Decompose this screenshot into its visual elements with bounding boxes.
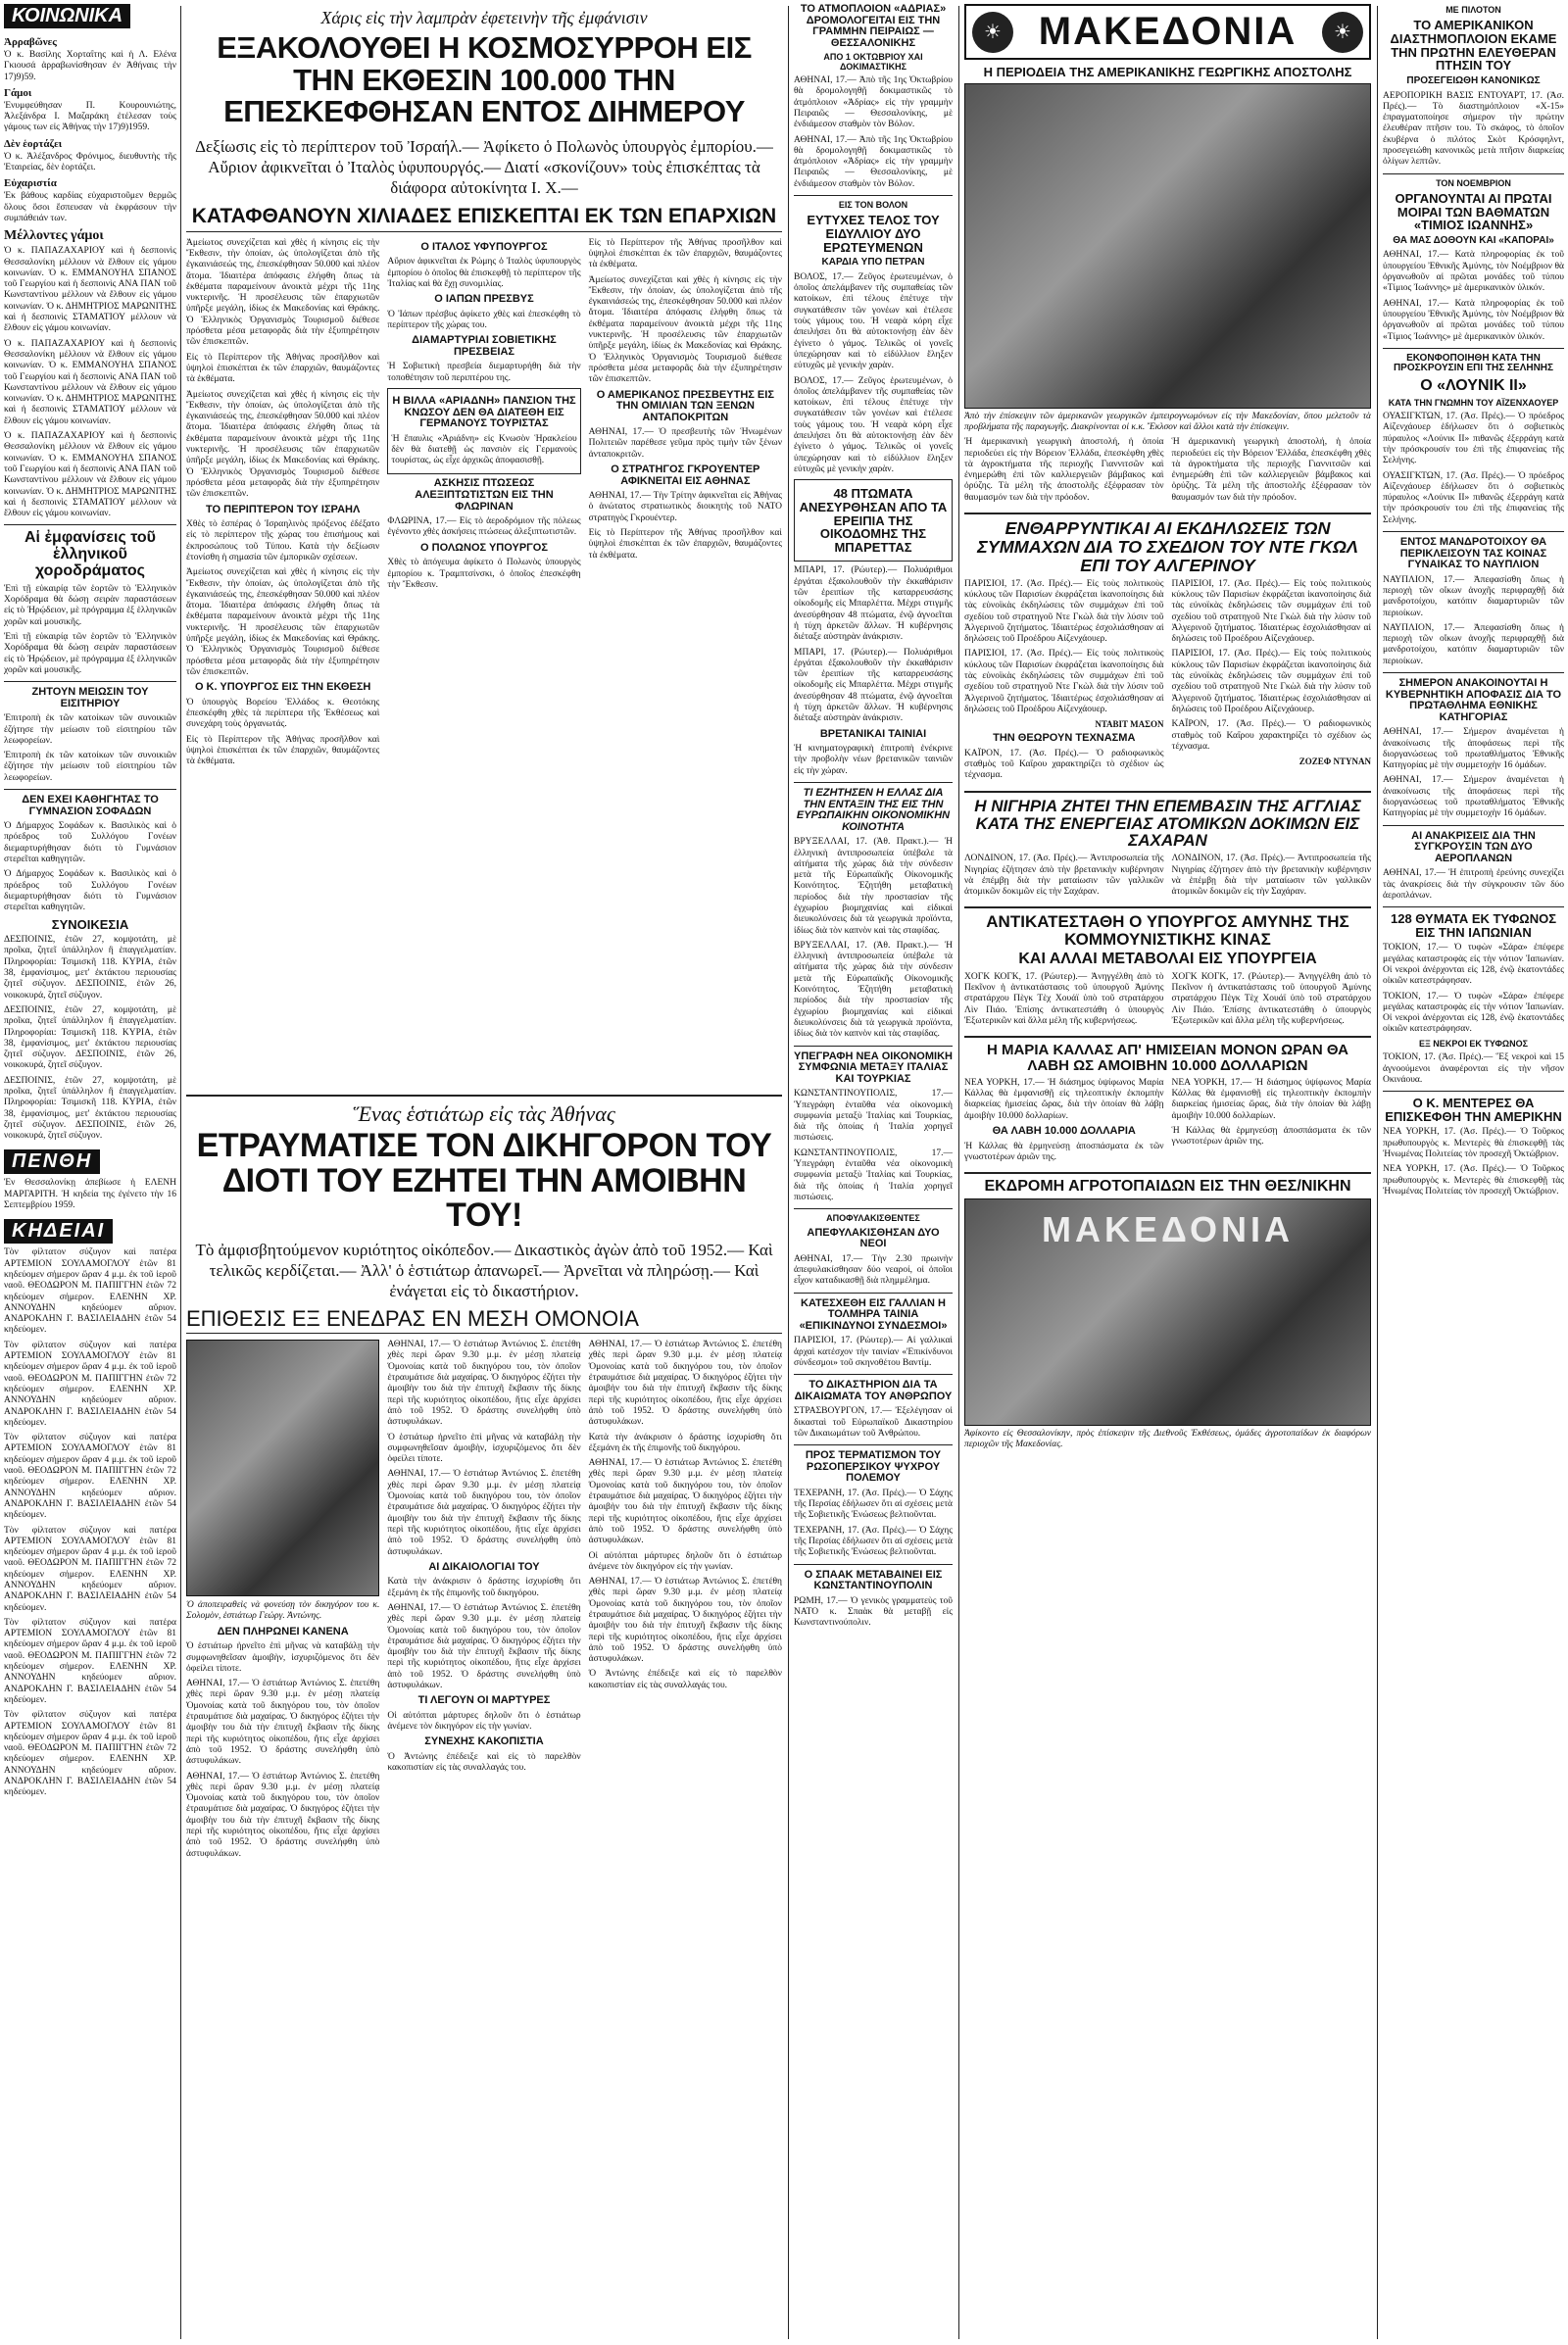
lawyer-text-cont: Ὁ ἑστιάτωρ ἠρνεῖτο ἐπὶ μῆνας νὰ καταβάλῃ τὴν συμφωνηθεῖσαν ἀμοιβὴν, ἰσχυριζόμενος ὅτι δὲν ὀφείλει τίποτε. — [387, 1432, 581, 1465]
lawyer-text-col3: ΑΘΗΝΑΙ, 17.— Ὁ ἑστιάτωρ Ἀντώνιος Σ. ἐπετέθη χθὲς περὶ ὥραν 9.30 μ.μ. ἐν μέσῃ πλατείᾳ Ὁμονοίας κατὰ τοῦ δικηγόρου του, τὸν ὁποῖον ἐτραυμάτισε διὰ μαχαίρας. Ὁ δικηγόρος ἐζήτει τὴν ἀμοιβὴν του διὰ τὴν ἐπιτυχῆ ἔκβασιν τῆς δίκης περὶ τῆς κυριότητος οἰκοπέδου, ἥτις εἶχε ἀρχίσει ἀπὸ τοῦ 1952. Ὁ δράστης συνελήφθη ὑπὸ ἀστυφυλάκων. — [588, 1340, 782, 1428]
lawyer-text-col3-cont: Κατὰ τὴν ἀνάκρισιν ὁ δράστης ἰσχυρίσθη ὅτι ἐξεμάνη ἐκ τῆς ἐπιμονῆς τοῦ δικηγόρου. — [588, 1432, 782, 1453]
lawyer-text-col1-cont: ΑΘΗΝΑΙ, 17.— Ὁ ἑστιάτωρ Ἀντώνιος Σ. ἐπετέθη χθὲς περὶ ὥραν 9.30 μ.μ. ἐν μέσῃ πλατείᾳ Ὁμονοίας κατὰ τοῦ δικηγόρου του, τὸν ὁποῖον ἐτραυμάτισε διὰ μαχαίρας. Ὁ δικηγόρος ἐζήτει τὴν ἀμοιβὴν του διὰ τὴν ἐπιτυχῆ ἔκβασιν τῆς δίκης περὶ τῆς κυριότητος οἰκοπέδου, ἥτις εἶχε ἀρχίσει ἀπὸ τοῦ 1952. Ὁ δράστης συνελήφθη ὑπὸ ἀστυφυλάκων. — [186, 1771, 380, 1859]
termatismos-heading: ΠΡΟΣ ΤΕΡΜΑΤΙΣΜΟΝ ΤΟΥ ΡΩΣΟΠΕΡΣΙΚΟΥ ΨΥΧΡΟΥ ΠΟΛΕΜΟΥ — [805, 1449, 942, 1485]
synoikeia-text: ΔΕΣΠΟΙΝΙΣ, ἐτῶν 27, κομψοτάτη, μὲ προῖκα, ζητεῖ ὑπάλληλον ἢ ἐπαγγελματίαν. Πληροφορίαι: Τσιμισκῆ 118. ΚΥΡΙΑ, ἐτῶν 38, ἐμφανίσιμος, μετ' ἐκτάκτου περιουσίας ζητεῖ σύζυγον. ΔΕΣΠΟΙΝΙΣ, ἐτῶν 26, νοικοκυρά, ζητεῖ σύζυγον. — [4, 935, 176, 1001]
nigeria-text: ΛΟΝΔΙΝΟΝ, 17. (Ἀσ. Πρές).— Ἀντιπροσωπεία τῆς Νιγηρίας ἐζήτησεν ἀπὸ τὴν βρετανικὴν κυβέρνησιν νὰ ἐπέμβῃ διὰ τὴν ματαίωσιν τῶν γαλλικῶν ἀτομικῶν δοκιμῶν εἰς τὴν Σαχάραν. — [964, 854, 1164, 898]
kategories-text: ΑΘΗΝΑΙ, 17.— Σήμερον ἀναμένεται ἡ ἀνακοίνωσις τῆς ἀποφάσεως περὶ τῆς διοργανώσεως τοῦ πρωταθλήματος Ἐθνικῆς Κατηγορίας μὲ τὴν συμμετοχὴν 16 ὁμάδων. — [1383, 727, 1564, 771]
ypourgos-heading: Ο Κ. ΥΠΟΥΡΓΟΣ ΕΙΣ ΤΗΝ ΕΚΘΕΣΗ — [194, 681, 371, 694]
tainia-heading: ΚΑΤΕΣΧΕΘΗ ΕΙΣ ΓΑΛΛΙΑΝ Η ΤΟΛΜΗΡΑ ΤΑΙΝΙΑ «ΕΠΙΚΙΝΔΥΝΟΙ ΣΥΝΔΕΣΜΟΙ» — [799, 1296, 948, 1332]
lounik-text-cont: ΟΥΑΣΙΓΚΤΩΝ, 17. (Ἀσ. Πρές).— Ὁ πρόεδρος Αἰζενχάουερ ἐδήλωσεν ὅτι ὁ σοβιετικὸς πύραυλος «Λούνικ ΙΙ» πιθανῶς ἐξερράγη κατὰ τὴν πρόσκρουσίν του ἐπὶ τῆς ἐπιφανείας τῆς Σελήνης. — [1383, 470, 1564, 525]
kina-headline: ΑΝΤΙΚΑΤΕΣΤΑΘΗ Ο ΥΠΟΥΡΓΟΣ ΑΜΥΝΗΣ ΤΗΣ ΚΟΜΜΟΥΝΙΣΤΙΚΗΣ ΚΙΝΑΣ — [986, 912, 1349, 950]
dial-text: Ἡ Σοβιετικὴ πρεσβεία διεμαρτυρήθη διὰ τὴν τοποθέτησιν τοῦ περιπτέρου της. — [387, 362, 581, 383]
sun-emblem-icon: ☀ — [972, 12, 1013, 53]
israel-text: Χθὲς τὸ ἑσπέρας ὁ Ἰσραηλινὸς πρόξενος ἐδέξατο εἰς τὸ περίπτερον τῆς χώρας του ἐπισήμους καὶ ἐκπροσώπους τοῦ Τύπου. Κατὰ τὴν δεξίωσιν ἐτονίσθη ἡ σημασία τῶν ἐμπορικῶν σχέσεων. — [186, 519, 380, 562]
israel-text-cont: Ἀμείωτος συνεχίζεται καὶ χθὲς ἡ κίνησις εἰς τὴν Ἔκθεσιν, τὴν ὁποίαν, ὡς ὑπολογίζεται ἀπὸ τῆς ἐγκαινιάσεώς της, ἐπεσκέφθησαν 50.000 καὶ πλέον ἄτομα. Ἰδιαιτέρα ἀπόφασις ἐλήφθη ὅπως τὰ ἐκθέματα παραμείνουν ἀνοικτὰ μέχρι τῆς 11ης νυκτερινῆς. Ἡ προσέλευσις τῶν ἐπαρχιωτῶν ὑπῆρξε μεγάλη, ἰδίως ἐκ Μακεδονίας καὶ Θράκης. Ὁ Ἑλληνικὸς Ὀργανισμὸς Τουρισμοῦ διέθεσε πρόσθετα μέσα μεταφορᾶς διὰ τὴν ἐξυπηρέτησιν τῶν ἐπισκεπτῶν. — [186, 567, 380, 677]
expo-text-cont2: Ἀμείωτος συνεχίζεται καὶ χθὲς ἡ κίνησις εἰς τὴν Ἔκθεσιν, τὴν ὁποίαν, ὡς ὑπολογίζεται ἀπὸ τῆς ἐγκαινιάσεώς της, ἐπεσκέφθησαν 50.000 καὶ πλέον ἄτομα. Ἰδιαιτέρα ἀπόφασις ἐλήφθη ὅπως τὰ ἐκθέματα παραμείνουν ἀνοικτὰ μέχρι τῆς 11ης νυκτερινῆς. Ἡ προσέλευσις τῶν ἐπαρχιωτῶν ὑπῆρξε μεγάλη, ἰδίως ἐκ Μακεδονίας καὶ Θράκης. Ὁ Ἑλληνικὸς Ὀργανισμὸς Τουρισμοῦ διέθεσε πρόσθετα μέσα μεταφορᾶς διὰ τὴν ἐξυπηρέτησιν τῶν ἐπισκεπτῶν. — [186, 389, 380, 500]
mellontes-text-cont: Ὁ κ. ΠΑΠΑΖΑΧΑΡΙΟΥ καὶ ἡ δεσποινὶς Θεσσαλονίκη μέλλουν νὰ ἔλθουν εἰς γάμου κοινωνίαν. Ὁ κ. ΕΜΜΑΝΟΥΗΛ ΣΠΑΝΟΣ τοῦ Γεωργίου καὶ ἡ δεσποινὶς ΑΝΑ ΠΑΝ τοῦ Κωνσταντίνου μέλλουν νὰ ἔλθουν εἰς γάμου κοινωνίαν. Ὁ κ. ΔΗΜΗΤΡΙΟΣ ΜΑΡΩΝΙΤΗΣ καὶ ἡ δεσποινὶς ΣΤΑΜΑΤΙΟΥ μέλλουν νὰ ἔλθουν εἰς γάμου κοινωνίαν. — [4, 338, 176, 426]
expo-body-col-2 — [387, 238, 580, 772]
meiosi-text: Ἐπιτροπὴ ἐκ τῶν κατοίκων τῶν συνοικιῶν ἐζήτησε τὴν μείωσιν τοῦ εἰσιτηρίου τῶν λεωφορείων. — [4, 713, 176, 746]
den-plironei-text: Ὁ ἑστιάτωρ ἠρνεῖτο ἐπὶ μῆνας νὰ καταβάλῃ τὴν συμφωνηθεῖσαν ἀμοιβὴν, ἰσχυριζόμενος ὅτι δὲν ὀφείλει τίποτε. — [186, 1641, 380, 1674]
iapon-heading: Ο ΙΑΠΩΝ ΠΡΕΣΒΥΣ — [434, 293, 534, 306]
expo-subhead: ΚΑΤΑΦΘΑΝΟΥΝ ΧΙΛΙΑΔΕΣ ΕΠΙΣΚΕΠΤΑΙ ΕΚ ΤΩΝ ΕΠΑΡΧΙΩΝ — [186, 206, 782, 232]
lawyer-body-col-2 — [387, 1340, 580, 1864]
kallas-more: Ἡ Κάλλας θὰ ἑρμηνεύσῃ ἀποσπάσματα ἐκ τῶν γνωστοτέρων ἀριῶν της. — [964, 1141, 1164, 1162]
algeria-text: ΠΑΡΙΣΙΟΙ, 17. (Ἀσ. Πρές).— Εἰς τοὺς πολιτικοὺς κύκλους τῶν Παρισίων ἐκφράζεται ἱκανοποίησις διὰ τὰς εὐνοϊκὰς ἐκδηλώσεις τῶν συμμάχων ἐπὶ τοῦ σχεδίου τοῦ στρατηγοῦ Ντε Γκὼλ διὰ τὴν λύσιν τοῦ Ἀλγερινοῦ ζητήματος. Ἰδιαιτέρως ἐσχολιάσθησαν αἱ δηλώσεις τοῦ Προέδρου Αἰζενχάουερ. — [964, 578, 1164, 645]
ariadni-heading: Η ΒΙΛΛΑ «ΑΡΙΑΔΝΗ» ΠΑΝΣΙΟΝ ΤΗΣ ΚΝΩΣΟΥ ΔΕΝ ΘΑ ΔΙΑΤΕΘΗ ΕΙΣ ΓΕΡΜΑΝΟΥΣ ΤΟΥΡΙΣΤΑΣ — [392, 394, 576, 430]
meiosi-heading: ΖΗΤΟΥΝ ΜΕΙΩΣΙΝ ΤΟΥ ΕΙΣΙΤΗΡΙΟΥ — [31, 686, 149, 709]
social-column — [4, 0, 176, 2342]
kina-subheadline: ΚΑΙ ΑΛΛΑΙ ΜΕΤΑΒΟΛΑΙ ΕΙΣ ΥΠΟΥΡΓΕΙΑ — [1018, 951, 1317, 968]
adrias-heading: ΤΟ ΑΤΜΟΠΛΟΙΟΝ «ΑΔΡΙΑΣ» ΔΡΟΜΟΛΟΓΕΙΤΑΙ ΕΙΣ ΤΗΝ ΓΡΑΜΜΗΝ ΠΕΙΡΑΙΩΣ — ΘΕΣΣΑΛΟΝΙΚΗΣ — [800, 3, 947, 49]
kallas-text: ΝΕΑ ΥΟΡΚΗ, 17.— Ἡ διάσημος ὑψίφωνος Μαρία Κάλλας θὰ ἐμφανισθῇ εἰς τηλεοπτικὴν ἐκπομπὴν διαρκείας ἡμισείας ὥρας, διὰ τὴν ὁποίαν θὰ λάβῃ ἀμοιβὴν 10.000 δολλαρίων. — [964, 1077, 1164, 1121]
column-rule — [788, 6, 789, 2339]
kideiai-text-cont5: Τὸν φίλτατον σύζυγον καὶ πατέρα ΑΡΤΕΜΙΟΝ ΣΟΥΛΑΜΟΓΛΟΥ ἐτῶν 81 κηδεύομεν σήμερον ὥραν 4 μ.μ. ἐκ τοῦ ἱεροῦ ναοῦ. ΘΕΟΔΩΡΟΝ Μ. ΠΑΠΙΓΓΗΝ ἐτῶν 72 κηδεύομεν σήμερον. ΕΛΕΝΗΝ ΧΡ. ΑΝΝΟΥΔΗΝ κηδεύομεν αὔριον. ΑΝΔΡΟΚΛΗΝ Γ. ΒΑΣΙΛΕΙΑΔΗΝ ἐτῶν 54 κηδεύομεν. — [4, 1710, 176, 1798]
gamoi-heading: Γάμοι — [4, 86, 32, 99]
mission-text: Ἡ ἀμερικανικὴ γεωργικὴ ἀποστολή, ἡ ὁποία περιοδεύει εἰς τὴν Βόρειον Ἑλλάδα, ἐπεσκέφθη χθὲς τὰ ἀγροκτήματα τῆς περιοχῆς Γιαννιτσῶν καὶ ἐνημερώθη ἐπὶ τῶν καλλιεργειῶν βάμβακος καὶ ὀρύζης. Τὰ μέλη τῆς ἀποστολῆς ἐξέφρασαν τὸν θαυμασμόν των διὰ τὴν πρόοδον. — [964, 437, 1164, 503]
lawyer-text-col3-cont2: ΑΘΗΝΑΙ, 17.— Ὁ ἑστιάτωρ Ἀντώνιος Σ. ἐπετέθη χθὲς περὶ ὥραν 9.30 μ.μ. ἐν μέσῃ πλατείᾳ Ὁμονοίας κατὰ τοῦ δικηγόρου του, τὸν ὁποῖον ἐτραυμάτισε διὰ μαχαίρας. Ὁ δικηγόρος ἐζήτει τὴν ἀμοιβὴν του διὰ τὴν ἐπιτυχῆ ἔκβασιν τῆς δίκης περὶ τῆς κυριότητος οἰκοπέδου, ἥτις εἶχε ἀρχίσει ἀπὸ τοῦ 1952. Ὁ δράστης συνελήφθη ὑπὸ ἀστυφυλάκων. — [588, 1458, 782, 1546]
algeria-col-1 — [964, 579, 1164, 786]
ekdromi-sign-text: ΜΑΚΕΔΟΝΙΑ — [1042, 1209, 1294, 1249]
lawyer-photo-caption: Ὁ ἀποπειραθεὶς νὰ φονεύσῃ τὸν δικηγόρον του κ. Σολομὸν, ἑστιάτωρ Γεώργ. Ἀντώνης. — [186, 1600, 380, 1622]
expo-story — [186, 0, 782, 1088]
kideiai-text-cont: Τὸν φίλτατον σύζυγον καὶ πατέρα ΑΡΤΕΜΙΟΝ ΣΟΥΛΑΜΟΓΛΟΥ ἐτῶν 81 κηδεύομεν σήμερον ὥραν 4 μ.μ. ἐκ τοῦ ἱεροῦ ναοῦ. ΘΕΟΔΩΡΟΝ Μ. ΠΑΠΙΓΓΗΝ ἐτῶν 72 κηδεύομεν σήμερον. ΕΛΕΝΗΝ ΧΡ. ΑΝΝΟΥΔΗΝ κηδεύομεν αὔριον. ΑΝΔΡΟΚΛΗΝ Γ. ΒΑΣΙΛΕΙΑΔΗΝ ἐτῶν 54 κηδεύομεν. — [4, 1340, 176, 1428]
lawyer-deck: Τὸ ἀμφισβητούμενον κυριότητος οἰκόπεδον.— Δικαστικὸς ἀγὼν ἀπὸ τοῦ 1952.— Καὶ τελικῶς κερδίζεται.— Ἀλλ' ὁ ἑστιάτωρ ἀπανωρεῖ.— Ἀρνεῖται νὰ πληρώσῃ.— Καὶ ἐνάγεται εἰς τὸ δικαστήριον. — [195, 1241, 773, 1301]
pilot-text: ΑΕΡΟΠΟΡΙΚΗ ΒΑΣΙΣ ΕΝΤΟΥΑΡΤ, 17. (Ἀσ. Πρές).— Τὸ διαστημόπλοιον «Χ-15» ἐπραγματοποίησε σήμερον τὴν πρώτην ἐλευθέραν πτῆσιν του. Τὸ σκάφος, τὸ ὁποῖον ἐκυβέρνα ὁ πιλότος Σκὸτ Κρόσφηλντ, προσεγειώθη κανονικῶς μετὰ πτῆσιν διαρκείας ὀλίγων λεπτῶν. — [1383, 90, 1564, 168]
column-rule — [958, 6, 959, 2339]
lounik-kicker: ΕΚΟΝΦΟΠΟΙΗΘΗ ΚΑΤΑ ΤΗΝ ΠΡΟΣΚΡΟΥΣΙΝ ΕΠΙ ΤΗΣ ΣΕΛΗΝΗΣ — [1393, 352, 1554, 374]
expo-body-col-3 — [589, 238, 782, 772]
ypourgos-text-cont: Εἰς τὸ Περίπτερον τῆς Ἀθήνας προσῆλθον καὶ ὑψηλοὶ ἐπισκέπται ἐκ τῶν ἐπαρχιῶν, θαυμάζοντες τὰ ἐκθέματα. — [186, 734, 380, 767]
aeroplana-heading: ΑΙ ΑΝΑΚΡΙΣΕΙΣ ΔΙΑ ΤΗΝ ΣΥΓΚΡΟΥΣΙΝ ΤΩΝ ΔΥΟ ΑΕΡΟΠΛΑΝΩΝ — [1411, 829, 1536, 864]
typhon-heading: 128 ΘΥΜΑΤΑ ΕΚ ΤΥΦΩΝΟΣ ΕΙΣ ΤΗΝ ΙΑΠΩΝΙΑΝ — [1390, 911, 1557, 940]
adrias-text-cont: ΑΘΗΝΑΙ, 17.— Ἀπὸ τῆς 1ης Ὀκτωβρίου θὰ δρομολογηθῇ δοκιμαστικῶς τὸ ἀτμόπλοιον «Ἀδρίας» εἰς τὴν γραμμὴν Πειραιῶς — Θεσσαλονίκης, μὲ ἐνδιάμεσον σταθμὸν τὸν Βόλον. — [794, 134, 953, 189]
symfonia-text-cont: ΚΩΝΣΤΑΝΤΙΝΟΥΠΟΛΙΣ, 17.— Ὑπεγράφη ἐνταῦθα νέα οἰκονομικὴ συμφωνία μεταξὺ Ἰταλίας καὶ Τουρκίας, διὰ τῆς ὁποίας ἡ Ἰταλία χορηγεῖ πιστώσεις. — [794, 1148, 953, 1202]
volos-text: ΒΟΛΟΣ, 17.— Ζεῦγος ἐρωτευμένων, ὁ ὁποῖος ἀπελάμβανεν τῆς συμπαθείας τῶν κατοίκων, ἐπὶ τέλους ἐπέτυχε τὴν συγκατάθεσιν τῶν γονέων καὶ ἐτέλεσε τοὺς γάμους του. Ἡ νεαρὰ κόρη εἶχε ἀπειλήσει ὅτι θὰ αὐτοκτονήσῃ ἐὰν δὲν ἐγίνετο ὁ γάμος. Τελικῶς οἱ γονεῖς ὑπεχώρησαν καὶ τὸ εἰδύλλιον ἔληξεν εὐτυχῶς μὲ γενικὴν χαρὰν. — [794, 271, 953, 371]
kideiai-text: Τὸν φίλτατον σύζυγον καὶ πατέρα ΑΡΤΕΜΙΟΝ ΣΟΥΛΑΜΟΓΛΟΥ ἐτῶν 81 κηδεύομεν σήμερον ὥραν 4 μ.μ. ἐκ τοῦ ἱεροῦ ναοῦ. ΘΕΟΔΩΡΟΝ Μ. ΠΑΠΙΓΓΗΝ ἐτῶν 72 κηδεύομεν σήμερον. ΕΛΕΝΗΝ ΧΡ. ΑΝΝΟΥΔΗΝ κηδεύομεν αὔριον. ΑΝΔΡΟΚΛΗΝ Γ. ΒΑΣΙΛΕΙΑΔΗΝ ἐτῶν 54 κηδεύομεν. — [4, 1247, 176, 1336]
menteres-text-cont: ΝΕΑ ΥΟΡΚΗ, 17. (Ἀσ. Πρές).— Ὁ Τοῦρκος πρωθυπουργὸς κ. Μεντερὲς θὰ ἐπισκεφθῇ τὰς Ἡνωμένας Πολιτείας τὸν προσεχῆ Ὀκτώβριον. — [1383, 1164, 1564, 1197]
lounik-text: ΟΥΑΣΙΓΚΤΩΝ, 17. (Ἀσ. Πρές).— Ὁ πρόεδρος Αἰζενχάουερ ἐδήλωσεν ὅτι ὁ σοβιετικὸς πύραυλος «Λούνικ ΙΙ» πιθανῶς ἐξερράγη κατὰ τὴν πρόσκρουσίν του ἐπὶ τῆς ἐπιφανείας τῆς Σελήνης. — [1383, 412, 1564, 466]
dikaiologiai-text-cont: ΑΘΗΝΑΙ, 17.— Ὁ ἑστιάτωρ Ἀντώνιος Σ. ἐπετέθη χθὲς περὶ ὥραν 9.30 μ.μ. ἐν μέσῃ πλατείᾳ Ὁμονοίας κατὰ τοῦ δικηγόρου του, τὸν ὁποῖον ἐτραυμάτισε διὰ μαχαίρας. Ὁ δικηγόρος ἐζήτει τὴν ἀμοιβὴν του διὰ τὴν ἐπιτυχῆ ἔκβασιν τῆς δίκης περὶ τῆς κυριότητος οἰκοπέδου, ἥτις εἶχε ἀρχίσει ἀπὸ τοῦ 1952. Ὁ δράστης συνελήφθη ὑπὸ ἀστυφυλάκων. — [387, 1602, 581, 1691]
algeria-headline: ΕΝΘΑΡΡΥΝΤΙΚΑΙ ΑΙ ΕΚΔΗΛΩΣΕΙΣ ΤΩΝ ΣΥΜΜΑΧΩΝ ΔΙΑ ΤΟ ΣΧΕΔΙΟΝ ΤΟΥ ΝΤΕ ΓΚΩΛ ΕΠΙ ΤΟΥ ΑΛΓΕΡΙΝΟΥ — [977, 518, 1358, 575]
mission-photo-caption: Ἀπὸ τὴν ἐπίσκεψιν τῶν ἀμερικανῶν γεωργικῶν ἐμπειρογνωμόνων εἰς τὴν Μακεδονίαν, ὅπου μελετοῦν τὰ προβλήματα τῆς παραγωγῆς. Διακρίνονται οἱ κ.κ. Ἔκλσον καὶ ἄλλοι κατὰ τὴν ἐπίσκεψιν. — [964, 411, 1371, 432]
kairo-heading: ΤΗΝ ΘΕΩΡΟΥΝ ΤΕΧΝΑΣΜΑ — [993, 732, 1136, 745]
iapon-text: Ὁ Ἰάπων πρέσβυς ἀφίκετο χθὲς καὶ ἐπεσκέφθη τὸ περίπτερον τῆς χώρας του. — [387, 309, 581, 330]
askiseis-heading: ΑΣΚΗΣΙΣ ΠΤΩΣΕΩΣ ΑΛΕΞΙΠΤΩΤΙΣΤΩΝ ΕΙΣ ΤΗΝ ΦΛΩΡΙΝΑΝ — [415, 477, 554, 513]
israel-heading: ΤΟ ΠΕΡΙΠΤΕΡΟΝ ΤΟΥ ΙΣΡΑΗΛ — [206, 503, 361, 515]
kairo-text-cont: ΚΑΪΡΟΝ, 17. (Ἀσ. Πρές).— Ὁ ραδιοφωνικὸς σταθμὸς τοῦ Καΐρου χαρακτηρίζει τὸ σχέδιον ὡς τέχνασμα. — [1171, 719, 1371, 752]
kallas-headline: Η ΜΑΡΙΑ ΚΑΛΛΑΣ ΑΠ' ΗΜΙΣΕΙΑΝ ΜΟΝΟΝ ΩΡΑΝ ΘΑ ΛΑΒΗ ΩΣ ΑΜΟΙΒΗΝ 10.000 ΔΟΛΛΑΡΙΩΝ — [986, 1042, 1349, 1075]
synoikeia-heading: ΣΥΝΟΙΚΕΣΙΑ — [51, 916, 129, 932]
lefteroi-heading: ΑΠΕΦΥΛΑΚΙΣΘΗΣΑΝ ΔΥΟ ΝΕΟΙ — [807, 1226, 940, 1250]
kallas-subheading: ΘΑ ΛΑΒΗ 10.000 ΔΟΛΛΑΡΙΑ — [992, 1125, 1136, 1138]
ypourgos-text: Ὁ ὑπουργὸς Βορείου Ἑλλάδος κ. Θεοτόκης ἐπεσκέφθη χθὲς τὰ περίπτερα τῆς Ἐκθέσεως καὶ συνεχάρη τοὺς ὀργανωτάς. — [186, 697, 380, 730]
den-eortazei-text: Ὁ κ. Ἀλέξανδρος Φρόνιμος, διευθυντὴς τῆς Ἑταιρείας, δὲν ἑορτάζει. — [4, 151, 176, 173]
noemvrios-heading: ΟΡΓΑΝΟΥΝΤΑΙ ΑΙ ΠΡΩΤΑΙ ΜΟΙΡΑΙ ΤΩΝ ΒΑΘΜΑΤΩΝ «ΤΙΜΙΟΣ ΙΩΑΝΝΗΣ» — [1395, 191, 1552, 233]
ptomata-text-cont: ΜΠΑΡΙ, 17. (Ρώυτερ).— Πολυάριθμοι ἐργάται ἐξακολουθοῦν τὴν ἐκκαθάρισιν τῶν ἐρειπίων τῆς καταρρευσάσης οἰκοδομῆς εἰς Μπαρλέττα. Μέχρι στιγμῆς ἀνεσύρθησαν 48 πτώματα, ἐνῷ ἀγνοεῖται ἡ τύχη ἀρκετῶν ἄλλων. Ἡ κυβέρνησις διέταξε αὐστηρὰν ἀνάκρισιν. — [794, 647, 953, 724]
expo-text-col3: Εἰς τὸ Περίπτερον τῆς Ἀθήνας προσῆλθον καὶ ὑψηλοὶ ἐπισκέπται ἐκ τῶν ἐπαρχιῶν, θαυμάζοντες τὰ ἐκθέματα. — [588, 237, 782, 270]
choros-text: Ἐπὶ τῇ εὐκαιρίᾳ τῶν ἑορτῶν τὸ Ἑλληνικὸν Χορόδραμα θὰ δώσῃ σειρὰν παραστάσεων εἰς τὸ Ἡρῴδειον, μὲ πρόγραμμα ἐξ ἑλληνικῶν χορῶν καὶ μουσικῆς. — [4, 583, 176, 627]
strategos-text-cont: Εἰς τὸ Περίπτερον τῆς Ἀθήνας προσῆλθον καὶ ὑψηλοὶ ἐπισκέπται ἐκ τῶν ἐπαρχιῶν, θαυμάζοντες τὰ ἐκθέματα. — [588, 528, 782, 561]
ekdromi-headline: ΕΚΔΡΟΜΗ ΑΓΡΟΤΟΠΑΙΔΩΝ ΕΙΣ ΤΗΝ ΘΕΣ/ΝΙΚΗΝ — [984, 1178, 1351, 1196]
penthi-text: Ἐν Θεσσαλονίκῃ ἀπεβίωσε ἡ ΕΛΕΝΗ ΜΑΡΓΑΡΙΤΗ. Ἡ κηδεία της ἐγένετο τὴν 16 Σεπτεμβρίου 1959. — [4, 1178, 176, 1211]
mellontes-text: Ὁ κ. ΠΑΠΑΖΑΧΑΡΙΟΥ καὶ ἡ δεσποινὶς Θεσσαλονίκη μέλλουν νὰ ἔλθουν εἰς γάμου κοινωνίαν. Ὁ κ. ΕΜΜΑΝΟΥΗΛ ΣΠΑΝΟΣ τοῦ Γεωργίου καὶ ἡ δεσποινὶς ΑΝΑ ΠΑΝ τοῦ Κωνσταντίνου μέλλουν νὰ ἔλθουν εἰς γάμου κοινωνίαν. Ὁ κ. ΔΗΜΗΤΡΙΟΣ ΜΑΡΩΝΙΤΗΣ καὶ ἡ δεσποινὶς ΣΤΑΜΑΤΙΟΥ μέλλουν νὰ ἔλθουν εἰς γάμου κοινωνίαν. — [4, 246, 176, 334]
lawyer-text-col1: ΑΘΗΝΑΙ, 17.— Ὁ ἑστιάτωρ Ἀντώνιος Σ. ἐπετέθη χθὲς περὶ ὥραν 9.30 μ.μ. ἐν μέσῃ πλατείᾳ Ὁμονοίας κατὰ τοῦ δικηγόρου του, τὸν ὁποῖον ἐτραυμάτισε διὰ μαχαίρας. Ὁ δικηγόρος ἐζήτει τὴν ἀμοιβὴν του διὰ τὴν ἐπιτυχῆ ἔκβασιν τῆς δίκης περὶ τῆς κυριότητος οἰκοπέδου, ἥτις εἶχε ἀρχίσει ἀπὸ τοῦ 1952. Ὁ δράστης συνελήφθη ὑπὸ ἀστυφυλάκων. — [186, 1679, 380, 1767]
pilot-subheading: ΠΡΟΣΕΓΕΙΩΘΗ ΚΑΝΟΝΙΚΩΣ — [1406, 75, 1541, 86]
section-title-kideiai: ΚΗΔΕΙΑΙ — [4, 1219, 113, 1244]
expo-body-col-1 — [186, 238, 379, 772]
section-title-koinonika: ΚΟΙΝΩΝΙΚΑ — [4, 4, 130, 28]
lawyer-text-cont2: ΑΘΗΝΑΙ, 17.— Ὁ ἑστιάτωρ Ἀντώνιος Σ. ἐπετέθη χθὲς περὶ ὥραν 9.30 μ.μ. ἐν μέσῃ πλατείᾳ Ὁμονοίας κατὰ τοῦ δικηγόρου του, τὸν ὁποῖον ἐτραυμάτισε διὰ μαχαίρας. Ὁ δικηγόρος ἐζήτει τὴν ἀμοιβὴν του διὰ τὴν ἐπιτυχῆ ἔκβασιν τῆς δίκης περὶ τῆς κυριότητος οἰκοπέδου, ἥτις εἶχε ἀρχίσει ἀπὸ τοῦ 1952. Ὁ δράστης συνελήφθη ὑπὸ ἀστυφυλάκων. — [387, 1469, 581, 1557]
lounik-heading: Ο «ΛΟΥΝΙΚ ΙΙ» — [1420, 376, 1527, 394]
italos-heading: Ο ΙΤΑΛΟΣ ΥΦΥΠΟΥΡΓΟΣ — [420, 240, 548, 253]
noemvrios-subheading: ΘΑ ΜΑΣ ΔΟΘΟΥΝ ΚΑΙ «ΚΑΠΟΡΑΙ» — [1393, 234, 1554, 246]
synexis-heading: ΣΥΝΕΧΗΣ ΚΑΚΟΠΙΣΤΙΑ — [424, 1735, 544, 1748]
kairo-text: ΚΑΪΡΟΝ, 17. (Ἀσ. Πρές).— Ὁ ραδιοφωνικὸς σταθμὸς τοῦ Καΐρου χαρακτηρίζει τὸ σχέδιον ὡς τέχνασμα. — [964, 748, 1164, 781]
ekdromi-photo — [964, 1198, 1371, 1426]
column-rule — [180, 6, 181, 2339]
expo-text: Ἀμείωτος συνεχίζεται καὶ χθὲς ἡ κίνησις εἰς τὴν Ἔκθεσιν, τὴν ὁποίαν, ὡς ὑπολογίζεται ἀπὸ τῆς ἐγκαινιάσεώς της, ἐπεσκέφθησαν 50.000 καὶ πλέον ἄτομα. Ἰδιαιτέρα ἀπόφασις ἐλήφθη ὅπως τὰ ἐκθέματα παραμείνουν ἀνοικτὰ μέχρι τῆς 11ης νυκτερινῆς. Ἡ προσέλευσις τῶν ἐπαρχιωτῶν ὑπῆρξε μεγάλη, ἰδίως ἐκ Μακεδονίας καὶ Θράκης. Ὁ Ἑλληνικὸς Ὀργανισμὸς Τουρισμοῦ διέθεσε πρόσθετα μέσα μεταφορᾶς διὰ τὴν ἐξυπηρέτησιν τῶν ἐπισκεπτῶν. — [186, 237, 380, 348]
column-rule — [1377, 6, 1378, 2339]
volos-text-cont: ΒΟΛΟΣ, 17.— Ζεῦγος ἐρωτευμένων, ὁ ὁποῖος ἀπελάμβανεν τῆς συμπαθείας τῶν κατοίκων, ἐπὶ τέλους ἐπέτυχε τὴν συγκατάθεσιν τῶν γονέων καὶ ἐτέλεσε τοὺς γάμους του. Ἡ νεαρὰ κόρη εἶχε ἀπειλήσει ὅτι θὰ αὐτοκτονήσῃ ἐὰν δὲν ἐγίνετο ὁ γάμος. Τελικῶς οἱ γονεῖς ὑπεχώρησαν καὶ τὸ εἰδύλλιον ἔληξεν εὐτυχῶς μὲ γενικὴν χαρὰν. — [794, 375, 953, 474]
adrias-text: ΑΘΗΝΑΙ, 17.— Ἀπὸ τῆς 1ης Ὀκτωβρίου θὰ δρομολογηθῇ δοκιμαστικῶς τὸ ἀτμόπλοιον «Ἀδρίας» εἰς τὴν γραμμὴν Πειραιῶς — Θεσσαλονίκης, μὲ ἐνδιάμεσον σταθμὸν τὸν Βόλον. — [794, 75, 953, 130]
kina-text: ΧΟΓΚ ΚΟΓΚ, 17. (Ρώυτερ).— Ἀνηγγέλθη ἀπὸ τὸ Πεκῖνον ἡ ἀντικατάστασις τοῦ ὑπουργοῦ Ἀμύνης στρατάρχου Πὲγκ Τὲχ Χουάϊ ὑπὸ τοῦ στρατάρχου Λὶν Πιάο. Ἐπίσης ἀντικατεστάθη ὁ ὑπουργὸς Ἐξωτερικῶν καὶ ἄλλα μέλη τῆς κυβερνήσεως. — [964, 971, 1164, 1027]
lefteroi-text: ΑΘΗΝΑΙ, 17.— Τὴν 2.30 πρωινὴν ἀπεφυλακίσθησαν δύο νεαροί, οἱ ὁποῖοι εἶχον καταδικασθῇ διὰ πλημμέλημα. — [794, 1253, 953, 1287]
lawyer-text: ΑΘΗΝΑΙ, 17.— Ὁ ἑστιάτωρ Ἀντώνιος Σ. ἐπετέθη χθὲς περὶ ὥραν 9.30 μ.μ. ἐν μέσῃ πλατείᾳ Ὁμονοίας κατὰ τοῦ δικηγόρου του, τὸν ὁποῖον ἐτραυμάτισε διὰ μαχαίρας. Ὁ δικηγόρος ἐζήτει τὴν ἀμοιβὴν του διὰ τὴν ἐπιτυχῆ ἔκβασιν τῆς δίκης περὶ τῆς κυριότητος οἰκοπέδου, ἥτις εἶχε ἀρχίσει ἀπὸ τοῦ 1952. Ὁ δράστης συνελήφθη ὑπὸ ἀστυφυλάκων. — [387, 1340, 581, 1428]
kathigitis-text: Ὁ Δήμαρχος Σοφάδων κ. Βασιλικὸς καὶ ὁ πρόεδρος τοῦ Συλλόγου Γονέων διεμαρτυρήθησαν διότι τὸ Γυμνάσιον στερεῖται καθηγητῶν. — [4, 821, 176, 865]
lawyer-kicker: Ἕνας ἑστιάτωρ εἰς τὰς Ἀθήνας — [353, 1101, 615, 1126]
volos-subheading: ΚΑΡΔΙΑ ΥΠΟ ΠΕΤΡΑΝ — [821, 257, 925, 269]
strategos-heading: Ο ΣΤΡΑΤΗΓΟΣ ΓΚΡΟΥΕΝΤΕΡ ΑΦΙΚΝΕΙΤΑΙ ΕΙΣ ΑΘΗΝΑΣ — [611, 464, 760, 487]
polonos-heading: Ο ΠΟΛΩΝΟΣ ΥΠΟΥΡΓΟΣ — [420, 541, 548, 554]
termatismos-text: ΤΕΧΕΡΑΝΗ, 17. (Ἀσ. Πρές).— Ὁ Σάχης τῆς Περσίας ἐδήλωσεν ὅτι αἱ σχέσεις μετὰ τῆς Σοβιετικῆς Ἑνώσεως βελτιοῦνται. — [794, 1488, 953, 1521]
termatismos-text-cont: ΤΕΧΕΡΑΝΗ, 17. (Ἀσ. Πρές).— Ὁ Σάχης τῆς Περσίας ἐδήλωσεν ὅτι αἱ σχέσεις μετὰ τῆς Σοβιετικῆς Ἑνώσεως βελτιοῦνται. — [794, 1525, 953, 1558]
adrias-subheading: ΑΠΟ 1 ΟΚΤΩΒΡΙΟΥ ΧΑΙ ΔΟΚΙΜΑΣΤΙΚΗΣ — [823, 52, 923, 72]
kon-text: ΡΩΜΗ, 17.— Ὁ γενικὸς γραμματεὺς τοῦ ΝΑΤΟ κ. Σπαὰκ θὰ μεταβῇ εἰς Κωνσταντινούπολιν. — [794, 1595, 953, 1629]
lawyer-body — [186, 1340, 782, 1864]
kairo-signature: ΖΟΖΕΦ ΝΤΥΝΑΝ — [1298, 757, 1371, 767]
nekroi-text: ΤΟΚΙΟΝ, 17. (Ἀσ. Πρές).— Ἕξ νεκροὶ καὶ 15 ἀγνοούμενοι ἀναφέρονται εἰς τὴν νῆσον Οκινάουα. — [1383, 1052, 1564, 1085]
ekdromi-caption: Ἀφίκοντο εἰς Θεσσαλονίκην, πρὸς ἐπίσκεψιν τῆς Διεθνοῦς Ἐκθέσεως, ὁμάδες ἀγροτοπαίδων ἐκ διαφόρων περιοχῶν τῆς Μακεδονίας. — [964, 1429, 1371, 1450]
mission-body — [964, 437, 1371, 508]
noemvrios-text: ΑΘΗΝΑΙ, 17.— Κατὰ πληροφορίας ἐκ τοῦ ὑπουργείου Ἐθνικῆς Ἀμύνης, τὸν Νοέμβριον θὰ ὀργανωθοῦν αἱ πρῶται μονάδες τοῦ τύπου «Τίμιος Ἰωάννης» μὲ ἀμερικανικὸν ὑλικόν. — [1383, 250, 1564, 294]
mission-text-cont: Ἡ ἀμερικανικὴ γεωργικὴ ἀποστολή, ἡ ὁποία περιοδεύει εἰς τὴν Βόρειον Ἑλλάδα, ἐπεσκέφθη χθὲς τὰ ἀγροκτήματα τῆς περιοχῆς Γιαννιτσῶν καὶ ἐνημερώθη ἐπὶ τῶν καλλιεργειῶν βάμβακος καὶ ὀρύζης. Τὰ μέλη τῆς ἀποστολῆς ἐξέφρασαν τὸν θαυμασμόν των διὰ τὴν πρόοδον. — [1171, 437, 1371, 503]
expo-body — [186, 238, 782, 772]
tainia-text: ΠΑΡΙΣΙΟΙ, 17. (Ρώυτερ).— Αἱ γαλλικαὶ ἀρχαὶ κατέσχον τὴν ταινίαν «Ἐπικίνδυνοι σύνδεσμοι» τοῦ σκηνοθέτου Βαντίμ. — [794, 1336, 953, 1368]
lawyer-text-col3-cont5: Ὁ Ἀντώνης ἐπέδειξε καὶ εἰς τὸ παρελθὸν κακοπιστίαν εἰς τὰς συναλλαγάς του. — [588, 1669, 782, 1690]
nigeria-text-cont: ΛΟΝΔΙΝΟΝ, 17. (Ἀσ. Πρές).— Ἀντιπροσωπεία τῆς Νιγηρίας ἐζήτησεν ἀπὸ τὴν βρετανικὴν κυβέρνησιν νὰ ἐπέμβῃ διὰ τὴν ματαίωσιν τῶν γαλλικῶν ἀτομικῶν δοκιμῶν εἰς τὴν Σαχάραν. — [1171, 854, 1371, 898]
choros-heading: Αἱ ἐμφανίσεις τοῦ ἑλληνικοῦ χοροδράματος — [24, 529, 156, 579]
masthead-column — [964, 0, 1371, 2342]
kina-text-cont: ΧΟΓΚ ΚΟΓΚ, 17. (Ρώυτερ).— Ἀνηγγέλθη ἀπὸ τὸ Πεκῖνον ἡ ἀντικατάστασις τοῦ ὑπουργοῦ Ἀμύνης στρατάρχου Πὲγκ Τὲχ Χουάϊ ὑπὸ τοῦ στρατάρχου Λὶν Πιάο. Ἐπίσης ἀντικατεστάθη ὁ ὑπουργὸς Ἐξωτερικῶν καὶ ἄλλα μέλη τῆς κυβερνήσεως. — [1171, 971, 1371, 1027]
eyxaristia-text: Ἐκ βάθους καρδίας εὐχαριστοῦμεν θερμῶς ὅλους ὅσοι ἔσπευσαν νὰ ἐκφράσουν τὴν συμπάθειάν των. — [4, 191, 176, 223]
nigeria-headline: Η ΝΙΓΗΡΙΑ ΖΗΤΕΙ ΤΗΝ ΕΠΕΜΒΑΣΙΝ ΤΗΣ ΑΓΓΛΙΑΣ ΚΑΤΑ ΤΗΣ ΕΝΕΡΓΕΙΑΣ ΑΤΟΜΙΚΩΝ ΔΟΚΙΜΩΝ ΕΙΣ ΣΑΧΑΡΑΝ — [974, 796, 1361, 851]
algeria-text-cont: ΠΑΡΙΣΙΟΙ, 17. (Ἀσ. Πρές).— Εἰς τοὺς πολιτικοὺς κύκλους τῶν Παρισίων ἐκφράζεται ἱκανοποίησις διὰ τὰς εὐνοϊκὰς ἐκδηλώσεις τῶν συμμάχων ἐπὶ τοῦ σχεδίου τοῦ στρατηγοῦ Ντε Γκὼλ διὰ τὴν λύσιν τοῦ Ἀλγερινοῦ ζητήματος. Ἰδιαιτέρως ἐσχολιάσθησαν αἱ δηλώσεις τοῦ Προέδρου Αἰζενχάουερ. — [964, 649, 1164, 714]
lounik-subheading: ΚΑΤΑ ΤΗΝ ΓΝΩΜΗΝ ΤΟΥ ΑΪΖΕΝΧΑΟΥΕΡ — [1388, 397, 1559, 408]
aeroplana-text: ΑΘΗΝΑΙ, 17.— Ἡ ἐπιτροπὴ ἐρεύνης συνεχίζει τὰς ἀνακρίσεις διὰ τὴν σύγκρουσιν τῶν δύο ἀεροπλάνων. — [1383, 868, 1564, 901]
symfonia-text: ΚΩΝΣΤΑΝΤΙΝΟΥΠΟΛΙΣ, 17.— Ὑπεγράφη ἐνταῦθα νέα οἰκονομικὴ συμφωνία μεταξὺ Ἰταλίας καὶ Τουρκίας, διὰ τῆς ὁποίας ἡ Ἰταλία χορηγεῖ πιστώσεις. — [794, 1089, 953, 1144]
news-column-3 — [794, 0, 953, 2342]
kideiai-text-cont4: Τὸν φίλτατον σύζυγον καὶ πατέρα ΑΡΤΕΜΙΟΝ ΣΟΥΛΑΜΟΓΛΟΥ ἐτῶν 81 κηδεύομεν σήμερον ὥραν 4 μ.μ. ἐκ τοῦ ἱεροῦ ναοῦ. ΘΕΟΔΩΡΟΝ Μ. ΠΑΠΙΓΓΗΝ ἐτῶν 72 κηδεύομεν σήμερον. ΕΛΕΝΗΝ ΧΡ. ΑΝΝΟΥΔΗΝ κηδεύομεν αὔριον. ΑΝΔΡΟΚΛΗΝ Γ. ΒΑΣΙΛΕΙΑΔΗΝ ἐτῶν 54 κηδεύομεν. — [4, 1617, 176, 1705]
vretanikai-text: Ἡ κινηματογραφικὴ ἐπιτροπὴ ἐνέκρινε τὴν προβολὴν νέων βρετανικῶν ταινιῶν εἰς τὴν χώραν. — [794, 744, 953, 776]
kallas-more-cont: Ἡ Κάλλας θὰ ἑρμηνεύσῃ ἀποσπάσματα ἐκ τῶν γνωστοτέρων ἀριῶν της. — [1171, 1126, 1371, 1148]
lawyer-headline: ΕΤΡΑΥΜΑΤΙΣΕ ΤΟΝ ΔΙΚΗΓΟΡΟΝ ΤΟΥ ΔΙΟΤΙ ΤΟΥ ΕΖΗΤΕΙ ΤΗΝ ΑΜΟΙΒΗΝ ΤΟΥ! — [196, 1127, 772, 1235]
ariadni-text: Ἡ ἔπαυλις «Ἀριάδνη» εἰς Κνωσὸν Ἡρακλείου δὲν θὰ διατεθῇ ὡς πανσιὸν εἰς Γερμανοὺς τουρίστας, ὡς εἶχε ἀρχικῶς ἀποφασισθῇ. — [391, 433, 577, 466]
kideiai-text-cont3: Τὸν φίλτατον σύζυγον καὶ πατέρα ΑΡΤΕΜΙΟΝ ΣΟΥΛΑΜΟΓΛΟΥ ἐτῶν 81 κηδεύομεν σήμερον ὥραν 4 μ.μ. ἐκ τοῦ ἱεροῦ ναοῦ. ΘΕΟΔΩΡΟΝ Μ. ΠΑΠΙΓΓΗΝ ἐτῶν 72 κηδεύομεν σήμερον. ΕΛΕΝΗΝ ΧΡ. ΑΝΝΟΥΔΗΝ κηδεύομεν αὔριον. ΑΝΔΡΟΚΛΗΝ Γ. ΒΑΣΙΛΕΙΑΔΗΝ ἐτῶν 54 κηδεύομεν. — [4, 1525, 176, 1613]
algeria-body — [964, 579, 1371, 786]
lawyer-body-col-1 — [186, 1340, 379, 1864]
kathigitis-heading: ΔΕΝ ΕΧΕΙ ΚΑΘΗΓΗΤΑΣ ΤΟ ΓΥΜΝΑΣΙΟΝ ΣΟΦΑΔΩΝ — [22, 794, 159, 817]
pilot-kicker: ΜΕ ΠΙΛΟΤΟΝ — [1446, 5, 1501, 15]
synoikeia-text-cont2: ΔΕΣΠΟΙΝΙΣ, ἐτῶν 27, κομψοτάτη, μὲ προῖκα, ζητεῖ ὑπάλληλον ἢ ἐπαγγελματίαν. Πληροφορίαι: Τσιμισκῆ 118. ΚΥΡΙΑ, ἐτῶν 38, ἐμφανίσιμος, μετ' ἐκτάκτου περιουσίας ζητεῖ σύζυγον. ΔΕΣΠΟΙΝΙΣ, ἐτῶν 26, νοικοκυρά, ζητεῖ σύζυγον. — [4, 1075, 176, 1142]
ariadni-box — [387, 388, 580, 475]
expo-kicker: Χάρις εἰς τὴν λαμπρὰν ἐφετεινὴν τῆς ἐμφάνισιν — [320, 8, 648, 27]
ptomata-text: ΜΠΑΡΙ, 17. (Ρώυτερ).— Πολυάριθμοι ἐργάται ἐξακολουθοῦν τὴν ἐκκαθάρισιν τῶν ἐρειπίων τῆς καταρρευσάσης οἰκοδομῆς εἰς Μπαρλέττα. Μέχρι στιγμῆς ἀνεσύρθησαν 48 πτώματα, ἐνῷ ἀγνοεῖται ἡ τύχη ἀρκετῶν ἄλλων. Ἡ κυβέρνησις διέταξε αὐστηρὰν ἀνάκρισιν. — [794, 565, 953, 643]
noemvrios-text-cont: ΑΘΗΝΑΙ, 17.— Κατὰ πληροφορίας ἐκ τοῦ ὑπουργείου Ἐθνικῆς Ἀμύνης, τὸν Νοέμβριον θὰ ὀργανωθοῦν αἱ πρῶται μονάδες τοῦ τύπου «Τίμιος Ἰωάννης» μὲ ἀμερικανικὸν ὑλικόν. — [1383, 298, 1564, 342]
expo-text-col3-cont: Ἀμείωτος συνεχίζεται καὶ χθὲς ἡ κίνησις εἰς τὴν Ἔκθεσιν, τὴν ὁποίαν, ὡς ὑπολογίζεται ἀπὸ τῆς ἐγκαινιάσεώς της, ἐπεσκέφθησαν 50.000 καὶ πλέον ἄτομα. Ἰδιαιτέρα ἀπόφασις ἐλήφθη ὅπως τὰ ἐκθέματα παραμείνουν ἀνοικτὰ μέχρι τῆς 11ης νυκτερινῆς. Ἡ προσέλευσις τῶν ἐπαρχιωτῶν ὑπῆρξε μεγάλη, ἰδίως ἐκ Μακεδονίας καὶ Θράκης. Ὁ Ἑλληνικὸς Ὀργανισμὸς Τουρισμοῦ διέθεσε πρόσθετα μέσα μεταφορᾶς διὰ τὴν ἐξυπηρέτησιν τῶν ἐπισκεπτῶν. — [588, 274, 782, 385]
nigeria-body — [964, 854, 1371, 902]
lawyer-body-col-3 — [589, 1340, 782, 1864]
dikastirion-text: ΣΤΡΑΣΒΟΥΡΓΟΝ, 17.— Ἐξελέγησαν οἱ δικασταὶ τοῦ Εὐρωπαϊκοῦ Δικαστηρίου τῶν Δικαιωμάτων τοῦ Ἀνθρώπου. — [794, 1406, 953, 1439]
expo-deck: Δεξίωσις εἰς τὸ περίπτερον τοῦ Ἰσραήλ.— Ἀφίκετο ὁ Πολωνὸς ὑπουργὸς ἐμπορίου.— Αὔριον ἀφικνεῖται ὁ Ἰταλὸς ὑφυπουργός.— Διατί «σκονίζουν» τοὺς ἐπισκέπτας τὰ διάφορα αὐτοκίνητα Ι. Χ.— — [195, 136, 773, 197]
italos-text: Αὔριον ἀφικνεῖται ἐκ Ρώμης ὁ Ἰταλὸς ὑφυπουργὸς ἐμπορίου ὁ ὁποῖος θὰ ἐπισκεφθῇ τὸ περίπτερον τῆς Ἰταλίας καὶ θὰ ἔχῃ συνομιλίας. — [387, 257, 581, 289]
kathigitis-text-cont: Ὁ Δήμαρχος Σοφάδων κ. Βασιλικὸς καὶ ὁ πρόεδρος τοῦ Συλλόγου Γονέων διεμαρτυρήθησαν διότι τὸ Γυμνάσιον στερεῖται καθηγητῶν. — [4, 869, 176, 913]
mellontes-text-cont2: Ὁ κ. ΠΑΠΑΖΑΧΑΡΙΟΥ καὶ ἡ δεσποινὶς Θεσσαλονίκη μέλλουν νὰ ἔλθουν εἰς γάμου κοινωνίαν. Ὁ κ. ΕΜΜΑΝΟΥΗΛ ΣΠΑΝΟΣ τοῦ Γεωργίου καὶ ἡ δεσποινὶς ΑΝΑ ΠΑΝ τοῦ Κωνσταντίνου μέλλουν νὰ ἔλθουν εἰς γάμου κοινωνίαν. Ὁ κ. ΔΗΜΗΤΡΙΟΣ ΜΑΡΩΝΙΤΗΣ καὶ ἡ δεσποινὶς ΣΤΑΜΑΤΙΟΥ μέλλουν νὰ ἔλθουν εἰς γάμου κοινωνίαν. — [4, 431, 176, 519]
kategories-text-cont: ΑΘΗΝΑΙ, 17.— Σήμερον ἀναμένεται ἡ ἀνακοίνωσις τῆς ἀποφάσεως περὶ τῆς διοργανώσεως τοῦ πρωταθλήματος Ἐθνικῆς Κατηγορίας μὲ τὴν συμμετοχὴν 16 ὁμάδων. — [1383, 775, 1564, 819]
algeria-text-col2-cont: ΠΑΡΙΣΙΟΙ, 17. (Ἀσ. Πρές).— Εἰς τοὺς πολιτικοὺς κύκλους τῶν Παρισίων ἐκφράζεται ἱκανοποίησις διὰ τὰς εὐνοϊκὰς ἐκδηλώσεις τῶν συμμάχων ἐπὶ τοῦ σχεδίου τοῦ στρατηγοῦ Ντε Γκὼλ διὰ τὴν λύσιν τοῦ Ἀλγερινοῦ ζητήματος. Ἰδιαιτέρως ἐσχολιάσθησαν αἱ δηλώσεις τοῦ Προέδρου Αἰζενχάουερ. — [1171, 649, 1371, 714]
ellas-heading: ΤΙ ΕΖΗΤΗΣΕΝ Η ΕΛΛΑΣ ΔΙΑ ΤΗΝ ΕΝΤΑΞΙΝ ΤΗΣ ΕΙΣ ΤΗΝ ΕΥΡΩΠΑΙΚΗΝ ΟΙΚΟΝΟΜΙΚΗΝ ΚΟΙΝΟΤΗΤΑ — [796, 787, 951, 833]
pilot-heading: ΤΟ ΑΜΕΡΙΚΑΝΙΚΟΝ ΔΙΑΣΤΗΜΟΠΛΟΙΟΝ ΕΚΑΜΕ ΤΗΝ ΠΡΩΤΗΝ ΕΛΕΥΘΕΡΑΝ ΠΤΗΣΙΝ ΤΟΥ — [1390, 18, 1557, 73]
lawyer-subhead: ΕΠΙΘΕΣΙΣ ΕΞ ΕΝΕΔΡΑΣ ΕΝ ΜΕΣΗ ΟΜΟΝΟΙΑ — [186, 1307, 782, 1334]
typhon-text-cont: ΤΟΚΙΟΝ, 17.— Ὁ τυφὼν «Σάρα» ἐπέφερε μεγάλας καταστροφὰς εἰς τὴν νότιον Ἰαπωνίαν. Οἱ νεκροὶ ἀνέρχονται εἰς 128, ἐνῷ ἑκατοντάδες οἰκιῶν κατεστράφησαν. — [1383, 991, 1564, 1035]
amerikanos-heading: Ο ΑΜΕΡΙΚΑΝΟΣ ΠΡΕΣΒΕΥΤΗΣ ΕΙΣ ΤΗΝ ΟΜΙΛΙΑΝ ΤΩΝ ΞΕΝΩΝ ΑΝΤΑΠΟΚΡΙΤΩΝ — [596, 388, 774, 423]
polonos-text: Χθὲς τὸ ἀπόγευμα ἀφίκετο ὁ Πολωνὸς ὑπουργὸς ἐμπορίου κ. Τραμπτσίνσκι, ὁ ὁποῖος ἐπεσκέφθη τὴν Ἔκθεσιν. — [387, 558, 581, 590]
arravones-heading: Ἀρραβῶνες — [4, 36, 57, 48]
mission-photo — [964, 83, 1371, 409]
nekroi-subheading: ΕΞ ΝΕΚΡΟΙ ΕΚ ΤΥΦΩΝΟΣ — [1419, 1038, 1528, 1049]
amerikanos-text: ΑΘΗΝΑΙ, 17.— Ὁ πρεσβευτὴς τῶν Ἡνωμένων Πολιτειῶν παρέθεσε γεῦμα πρὸς τιμὴν τῶν ξένων ἀνταποκριτῶν. — [588, 427, 782, 460]
symfonia-heading: ΥΠΕΓΡΑΦΗ ΝΕΑ ΟΙΚΟΝΟΜΙΚΗ ΣΥΜΦΩΝΙΑ ΜΕΤΑΞΥ ΙΤΑΛΙΑΣ ΚΑΙ ΤΟΥΡΚΙΑΣ — [794, 1050, 953, 1085]
photo-headline: Η ΠΕΡΙΟΔΕΙΑ ΤΗΣ ΑΜΕΡΙΚΑΝΙΚΗΣ ΓΕΩΡΓΙΚΗΣ ΑΠΟΣΤΟΛΗΣ — [983, 65, 1352, 79]
den-plironei-heading: ΔΕΝ ΠΛΗΡΩΝΕΙ ΚΑΝΕΝΑ — [217, 1625, 349, 1637]
askiseis-text: ΦΛΩΡΙΝΑ, 17.— Εἰς τὸ ἀεροδρόμιον τῆς πόλεως ἐγένοντο χθὲς ἀσκήσεις πτώσεως ἀλεξιπτωτιστῶν. — [387, 516, 581, 538]
kon-heading: Ο ΣΠΑΑΚ ΜΕΤΑΒΑΙΝΕΙ ΕΙΣ ΚΩΝΣΤΑΝΤΙΝΟΥΠΟΛΙΝ — [804, 1568, 943, 1592]
dikaiologiai-text: Κατὰ τὴν ἀνάκρισιν ὁ δράστης ἰσχυρίσθη ὅτι ἐξεμάνη ἐκ τῆς ἐπιμονῆς τοῦ δικηγόρου. — [387, 1577, 581, 1598]
section-title-penthi: ΠΕΝΘΗ — [4, 1149, 100, 1174]
nafplio-heading: ΕΝΤΟΣ ΜΑΝΔΡΟΤΟΙΧΟΥ ΘΑ ΠΕΡΙΚΛΕΙΣΟΥΝ ΤΑΣ ΚΟΙΝΑΣ ΓΥΝΑΙΚΑΣ ΤΟ ΝΑΥΠΛΙΟΝ — [1399, 536, 1547, 571]
dikaiologiai-heading: ΑΙ ΔΙΚΑΙΟΛΟΓΙΑΙ ΤΟΥ — [428, 1560, 540, 1573]
nafplio-text: ΝΑΥΠΛΙΟΝ, 17.— Ἀπεφασίσθη ὅπως ἡ περιοχὴ τῶν οἴκων ἀνοχῆς περιφραχθῇ διὰ μανδροτοίχου, κατόπιν διαμαρτυριῶν τῶν περιοίκων. — [1383, 574, 1564, 618]
den-eortazei-heading: Δὲν ἑορτάζει — [4, 137, 63, 150]
ellas-text: ΒΡΥΞΕΛΛΑΙ, 17. (Ἀθ. Πρακτ.).— Ἡ ἑλληνικὴ ἀντιπροσωπεία ὑπέβαλε τὰ αἰτήματα τῆς χώρας διὰ τὴν σύνδεσιν μετὰ τῆς Εὐρωπαϊκῆς Οἰκονομικῆς Κοινότητος. Ἐζητήθη μεταβατικὴ περίοδος διὰ τὴν προστασίαν τῆς ἐγχωρίου βιομηχανίας καὶ εἰδικαὶ διευκολύνσεις διὰ τὰ γεωργικὰ προϊόντα, ἰδίως διὰ τὸν καπνὸν καὶ τὰς σταφίδας. — [794, 837, 953, 936]
mellontes-heading: Μέλλοντες γάμοι — [4, 228, 104, 244]
choros-text-cont: Ἐπὶ τῇ εὐκαιρίᾳ τῶν ἑορτῶν τὸ Ἑλληνικὸν Χορόδραμα θὰ δώσῃ σειρὰν παραστάσεων εἰς τὸ Ἡρῴδειον, μὲ πρόγραμμα ἐξ ἑλληνικῶν χορῶν καὶ μουσικῆς. — [4, 631, 176, 675]
vretanikai-heading: ΒΡΕΤΑΝΙΚΑΙ ΤΑΙΝΙΑΙ — [819, 727, 927, 740]
typhon-text: ΤΟΚΙΟΝ, 17.— Ὁ τυφὼν «Σάρα» ἐπέφερε μεγάλας καταστροφὰς εἰς τὴν νότιον Ἰαπωνίαν. Οἱ νεκροὶ ἀνέρχονται εἰς 128, ἐνῷ ἑκατοντάδες οἰκιῶν κατεστράφησαν. — [1383, 943, 1564, 987]
masthead — [964, 4, 1371, 60]
martyres-text: Οἱ αὐτόπται μάρτυρες δηλοῦν ὅτι ὁ ἑστιάτωρ ἀνέμενε τὸν δικηγόρον εἰς τὴν γωνίαν. — [387, 1710, 581, 1733]
masthead-title: ΜΑΚΕΔΟΝΙΑ — [1038, 10, 1298, 53]
kideiai-text-cont2: Τὸν φίλτατον σύζυγον καὶ πατέρα ΑΡΤΕΜΙΟΝ ΣΟΥΛΑΜΟΓΛΟΥ ἐτῶν 81 κηδεύομεν σήμερον ὥραν 4 μ.μ. ἐκ τοῦ ἱεροῦ ναοῦ. ΘΕΟΔΩΡΟΝ Μ. ΠΑΠΙΓΓΗΝ ἐτῶν 72 κηδεύομεν σήμερον. ΕΛΕΝΗΝ ΧΡ. ΑΝΝΟΥΔΗΝ κηδεύομεν αὔριον. ΑΝΔΡΟΚΛΗΝ Γ. ΒΑΣΙΛΕΙΑΔΗΝ ἐτῶν 54 κηδεύομεν. — [4, 1433, 176, 1521]
lawyer-story — [186, 1090, 782, 2339]
expo-text-cont: Εἰς τὸ Περίπτερον τῆς Ἀθήνας προσῆλθον καὶ ὑψηλοὶ ἐπισκέπται ἐκ τῶν ἐπαρχιῶν, θαυμάζοντες τὰ ἐκθέματα. — [186, 352, 380, 385]
eyxaristia-heading: Εὐχαριστία — [4, 177, 57, 190]
news-column-5 — [1383, 0, 1564, 2342]
expo-headline: ΕΞΑΚΟΛΟΥΘΕΙ Η ΚΟΣΜΟΣΥΡΡΟΗ ΕΙΣ ΤΗΝ ΕΚΘΕΣΙΝ 100.000 ΤΗΝ ΕΠΕΣΚΕΦΘΗΣΑΝ ΕΝΤΟΣ ΔΙΗΜΕΡΟΥ — [217, 30, 752, 129]
algeria-text-col2: ΠΑΡΙΣΙΟΙ, 17. (Ἀσ. Πρές).— Εἰς τοὺς πολιτικοὺς κύκλους τῶν Παρισίων ἐκφράζεται ἱκανοποίησις διὰ τὰς εὐνοϊκὰς ἐκδηλώσεις τῶν συμμάχων ἐπὶ τοῦ σχεδίου τοῦ στρατηγοῦ Ντε Γκὼλ διὰ τὴν λύσιν τοῦ Ἀλγερινοῦ ζητήματος. Ἰδιαιτέρως ἐσχολιάσθησαν αἱ δηλώσεις τοῦ Προέδρου Αἰζενχάουερ. — [1171, 578, 1371, 645]
dikastirion-heading: ΤΟ ΔΙΚΑΣΤΗΡΙΟΝ ΔΙΑ ΤΑ ΔΙΚΑΙΩΜΑΤΑ ΤΟΥ ΑΝΘΡΩΠΟΥ — [794, 1379, 953, 1402]
kallas-body — [964, 1078, 1371, 1167]
kina-body — [964, 972, 1371, 1031]
kallas-col-2 — [1172, 1078, 1372, 1167]
sun-emblem-icon: ☀ — [1322, 12, 1363, 53]
ptomata-heading: 48 ΠΤΩΜΑΤΑ ΑΝΕΣΥΡΘΗΣΑΝ ΑΠΟ ΤΑ ΕΡΕΙΠΙΑ ΤΗΣ ΟΙΚΟΔΟΜΗΣ ΤΗΣ ΜΠΑΡΕΤΤΑΣ — [799, 486, 948, 555]
lawyer-photo — [186, 1340, 379, 1596]
meiosi-text-cont: Ἐπιτροπὴ ἐκ τῶν κατοίκων τῶν συνοικιῶν ἐζήτησε τὴν μείωσιν τοῦ εἰσιτηρίου τῶν λεωφορείων. — [4, 751, 176, 783]
dial-heading: ΔΙΑΜΑΡΤΥΡΙΑΙ ΣΟΒΙΕΤΙΚΗΣ ΠΡΕΣΒΕΙΑΣ — [412, 334, 557, 358]
gamoi-text: Ἐνυμφεύθησαν Π. Κουρουνιώτης, Ἀλεξάνδρα Ι. Μαζαράκη ἐτέλεσαν τοὺς γάμους των εἰς Ἀθήνας τὴν 17)9)1959. — [4, 100, 176, 133]
volos-heading: ΕΥΤΥΧΕΣ ΤΕΛΟΣ ΤΟΥ ΕΙΔΥΛΛΙΟΥ ΔΥΟ ΕΡΩΤΕΥΜΕΝΩΝ — [807, 213, 940, 255]
lawyer-text-col3-cont3: Οἱ αὐτόπται μάρτυρες δηλοῦν ὅτι ὁ ἑστιάτωρ ἀνέμενε τὸν δικηγόρον εἰς τὴν γωνίαν. — [588, 1550, 782, 1572]
menteres-text: ΝΕΑ ΥΟΡΚΗ, 17. (Ἀσ. Πρές).— Ὁ Τοῦρκος πρωθυπουργὸς κ. Μεντερὲς θὰ ἐπισκεφθῇ τὰς Ἡνωμένας Πολιτείας τὸν προσεχῆ Ὀκτώβριον. — [1383, 1127, 1564, 1159]
kategories-heading: ΣΗΜΕΡΟΝ ΑΝΑΚΟΙΝΟΥΤΑΙ Η ΚΥΒΕΡΝΗΤΙΚΗ ΑΠΟΦΑΣΙΣ ΔΙΑ ΤΟ ΠΡΩΤΑΘΛΗΜΑ ΕΘΝΙΚΗΣ ΚΑΤΗΓΟΡΙΑΣ — [1385, 677, 1562, 723]
lefteroi-kicker: ΑΠΟΦΥΛΑΚΙΣΘΕΝΤΕΣ — [826, 1213, 920, 1224]
ellas-text-cont: ΒΡΥΞΕΛΛΑΙ, 17. (Ἀθ. Πρακτ.).— Ἡ ἑλληνικὴ ἀντιπροσωπεία ὑπέβαλε τὰ αἰτήματα τῆς χώρας διὰ τὴν σύνδεσιν μετὰ τῆς Εὐρωπαϊκῆς Οἰκονομικῆς Κοινότητος. Ἐζητήθη μεταβατικὴ περίοδος διὰ τὴν προστασίαν τῆς ἐγχωρίου βιομηχανίας καὶ εἰδικαὶ διευκολύνσεις διὰ τὰ γεωργικὰ προϊόντα, ἰδίως διὰ τὸν καπνὸν καὶ τὰς σταφίδας. — [794, 940, 953, 1040]
synoikeia-text-cont: ΔΕΣΠΟΙΝΙΣ, ἐτῶν 27, κομψοτάτη, μὲ προῖκα, ζητεῖ ὑπάλληλον ἢ ἐπαγγελματίαν. Πληροφορίαι: Τσιμισκῆ 118. ΚΥΡΙΑ, ἐτῶν 38, ἐμφανίσιμος, μετ' ἐκτάκτου περιουσίας ζητεῖ σύζυγον. ΔΕΣΠΟΙΝΙΣ, ἐτῶν 26, νοικοκυρά, ζητεῖ σύζυγον. — [4, 1004, 176, 1071]
menteres-heading: Ο Κ. ΜΕΝΤΕΡΕΣ ΘΑ ΕΠΙΣΚΕΦΘΗ ΤΗΝ ΑΜΕΡΙΚΗΝ — [1385, 1096, 1562, 1124]
ptomata-box — [794, 479, 953, 562]
synexis-text: Ὁ Ἀντώνης ἐπέδειξε καὶ εἰς τὸ παρελθὸν κακοπιστίαν εἰς τὰς συναλλαγάς του. — [387, 1752, 581, 1774]
arravones-text: Ὁ κ. Βασίλης Χορταΐτης καὶ ἡ Λ. Ελένα Γκιουσά ἀρραβωνίσθησαν ἐν Ἀθήναις τὴν 17)9)59. — [4, 50, 176, 82]
nafplio-text-cont: ΝΑΥΠΛΙΟΝ, 17.— Ἀπεφασίσθη ὅπως ἡ περιοχὴ τῶν οἴκων ἀνοχῆς περιφραχθῇ διὰ μανδροτοίχου, κατόπιν διαμαρτυριῶν τῶν περιοίκων. — [1383, 622, 1564, 666]
strategos-text: ΑΘΗΝΑΙ, 17.— Τὴν Τρίτην ἀφικνεῖται εἰς Ἀθήνας ὁ ἀνώτατος στρατιωτικὸς διοικητὴς τοῦ ΝΑΤΟ στρατηγὸς Γκρουέντερ. — [588, 491, 782, 523]
volos-kicker: ΕΙΣ ΤΟΝ ΒΟΛΟΝ — [838, 200, 908, 211]
lawyer-text-col3-cont4: ΑΘΗΝΑΙ, 17.— Ὁ ἑστιάτωρ Ἀντώνιος Σ. ἐπετέθη χθὲς περὶ ὥραν 9.30 μ.μ. ἐν μέσῃ πλατείᾳ Ὁμονοίας κατὰ τοῦ δικηγόρου του, τὸν ὁποῖον ἐτραυμάτισε διὰ μαχαίρας. Ὁ δικηγόρος ἐζήτει τὴν ἀμοιβὴν του διὰ τὴν ἐπιτυχῆ ἔκβασιν τῆς δίκης περὶ τῆς κυριότητος οἰκοπέδου, ἥτις εἶχε ἀρχίσει ἀπὸ τοῦ 1952. Ὁ δράστης συνελήφθη ὑπὸ ἀστυφυλάκων. — [588, 1577, 782, 1665]
martyres-heading: ΤΙ ΛΕΓΟΥΝ ΟΙ ΜΑΡΤΥΡΕΣ — [417, 1694, 551, 1707]
algeria-signature: ΝΤΑΒΙΤ ΜΑΣΟΝ — [1095, 719, 1164, 730]
kallas-text-cont: ΝΕΑ ΥΟΡΚΗ, 17.— Ἡ διάσημος ὑψίφωνος Μαρία Κάλλας θὰ ἐμφανισθῇ εἰς τηλεοπτικὴν ἐκπομπὴν διαρκείας ἡμισείας ὥρας, διὰ τὴν ὁποίαν θὰ λάβῃ ἀμοιβὴν 10.000 δολλαρίων. — [1171, 1077, 1371, 1121]
algeria-col-2 — [1172, 579, 1372, 786]
noemvrios-kicker: ΤΟΝ ΝΟΕΜΒΡΙΟΝ — [1436, 177, 1511, 188]
kallas-col-1 — [964, 1078, 1164, 1167]
